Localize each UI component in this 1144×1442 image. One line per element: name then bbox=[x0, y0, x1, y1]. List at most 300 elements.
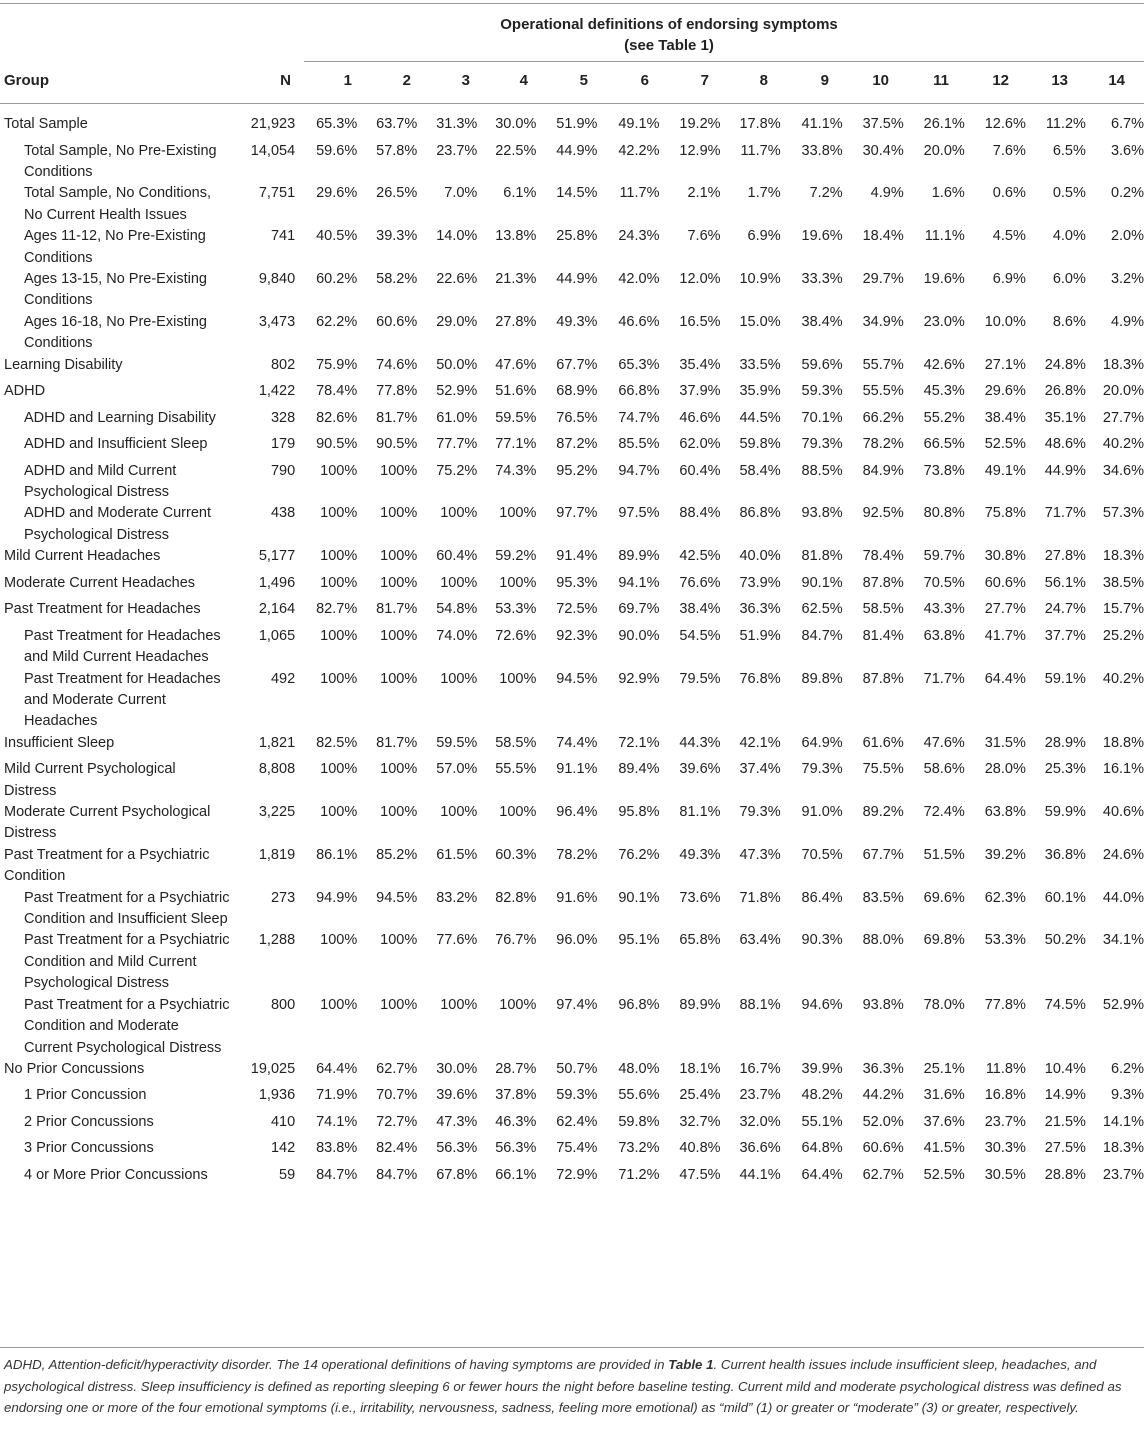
value-cell: 100% bbox=[320, 761, 358, 778]
value-cell: 100% bbox=[380, 505, 418, 522]
value-cell: 44.5% bbox=[739, 409, 781, 426]
value-cell: 37.4% bbox=[739, 761, 781, 778]
value-cell: 85.5% bbox=[618, 436, 660, 453]
value-cell: 48.2% bbox=[801, 1087, 843, 1104]
spanner-line-2: (see Table 1) bbox=[624, 37, 714, 54]
value-cell: 100% bbox=[320, 574, 358, 591]
table-row bbox=[0, 269, 1144, 312]
value-cell: 67.8% bbox=[436, 1166, 478, 1183]
table-row bbox=[0, 1085, 1144, 1112]
spanner-header bbox=[304, 14, 1034, 56]
table-row bbox=[0, 759, 1144, 802]
value-cell: 7.6% bbox=[687, 228, 721, 245]
n-cell: 3,225 bbox=[258, 804, 296, 821]
value-cell: 75.9% bbox=[316, 356, 358, 373]
value-cell: 76.8% bbox=[739, 670, 781, 687]
value-cell: 56.3% bbox=[495, 1140, 537, 1157]
group-cell: Past Treatment for a Psychiatric Condition and Mild Current Psychological Distress bbox=[24, 932, 230, 992]
value-cell: 48.0% bbox=[618, 1060, 660, 1077]
value-cell: 60.4% bbox=[436, 548, 478, 565]
value-cell: 90.1% bbox=[618, 889, 660, 906]
value-cell: 47.6% bbox=[923, 734, 965, 751]
group-cell: Ages 16-18, No Pre-Existing Conditions bbox=[24, 313, 207, 352]
value-cell: 57.0% bbox=[436, 761, 478, 778]
n-cell: 7,751 bbox=[258, 185, 296, 202]
column-header-13: 13 bbox=[1051, 72, 1068, 89]
value-cell: 11.8% bbox=[985, 1060, 1026, 1077]
value-cell: 31.6% bbox=[923, 1087, 965, 1104]
value-cell: 59.6% bbox=[316, 142, 358, 159]
value-cell: 89.9% bbox=[618, 548, 660, 565]
value-cell: 73.2% bbox=[618, 1140, 660, 1157]
value-cell: 14.9% bbox=[1044, 1087, 1086, 1104]
table-row bbox=[0, 355, 1144, 382]
value-cell: 100% bbox=[320, 462, 358, 479]
value-cell: 93.8% bbox=[862, 996, 904, 1013]
value-cell: 59.8% bbox=[618, 1113, 660, 1130]
value-cell: 28.8% bbox=[1044, 1166, 1086, 1183]
value-cell: 20.0% bbox=[923, 142, 965, 159]
table-row bbox=[0, 845, 1144, 888]
value-cell: 20.0% bbox=[1102, 383, 1144, 400]
group-column-header: Group bbox=[4, 72, 49, 89]
value-cell: 18.3% bbox=[1102, 548, 1144, 565]
value-cell: 58.5% bbox=[862, 601, 904, 618]
value-cell: 81.1% bbox=[679, 804, 721, 821]
value-cell: 76.5% bbox=[556, 409, 598, 426]
value-cell: 77.8% bbox=[984, 996, 1026, 1013]
value-cell: 100% bbox=[499, 505, 537, 522]
value-cell: 60.6% bbox=[984, 574, 1026, 591]
value-cell: 90.3% bbox=[801, 932, 843, 949]
value-cell: 81.7% bbox=[376, 409, 418, 426]
value-cell: 22.5% bbox=[495, 142, 537, 159]
value-cell: 86.4% bbox=[801, 889, 843, 906]
value-cell: 91.0% bbox=[801, 804, 843, 821]
value-cell: 88.5% bbox=[801, 462, 843, 479]
value-cell: 77.7% bbox=[436, 436, 478, 453]
value-cell: 29.7% bbox=[862, 270, 904, 287]
value-cell: 100% bbox=[320, 804, 358, 821]
value-cell: 73.9% bbox=[739, 574, 781, 591]
value-cell: 100% bbox=[499, 804, 537, 821]
value-cell: 55.5% bbox=[495, 761, 537, 778]
bottom-rule bbox=[0, 1347, 1144, 1348]
column-header-8: 8 bbox=[759, 72, 768, 89]
value-cell: 46.6% bbox=[679, 409, 721, 426]
value-cell: 49.1% bbox=[618, 116, 660, 132]
value-cell: 28.7% bbox=[495, 1060, 537, 1077]
value-cell: 15.7% bbox=[1102, 601, 1144, 618]
header-rule bbox=[0, 103, 1144, 104]
value-cell: 66.8% bbox=[618, 383, 660, 400]
value-cell: 52.9% bbox=[436, 383, 478, 400]
value-cell: 59.3% bbox=[556, 1087, 598, 1104]
value-cell: 11.2% bbox=[1045, 116, 1086, 132]
n-cell: 179 bbox=[270, 436, 296, 453]
value-cell: 72.5% bbox=[556, 601, 598, 618]
n-cell: 19,025 bbox=[250, 1060, 296, 1077]
group-cell: Total Sample, No Pre-Existing Conditions bbox=[24, 142, 217, 180]
column-header-11: 11 bbox=[933, 72, 949, 89]
value-cell: 35.1% bbox=[1044, 409, 1086, 426]
value-cell: 12.6% bbox=[984, 116, 1026, 132]
value-cell: 69.6% bbox=[923, 889, 965, 906]
value-cell: 95.3% bbox=[556, 574, 598, 591]
value-cell: 96.4% bbox=[556, 804, 598, 821]
value-cell: 100% bbox=[380, 574, 418, 591]
value-cell: 67.7% bbox=[862, 846, 904, 863]
value-cell: 82.8% bbox=[495, 889, 537, 906]
value-cell: 44.2% bbox=[862, 1087, 904, 1104]
value-cell: 36.8% bbox=[1044, 846, 1086, 863]
value-cell: 27.8% bbox=[495, 313, 537, 330]
value-cell: 72.6% bbox=[495, 627, 537, 644]
value-cell: 52.0% bbox=[862, 1113, 904, 1130]
value-cell: 96.8% bbox=[618, 996, 660, 1013]
value-cell: 44.9% bbox=[1044, 462, 1086, 479]
value-cell: 15.0% bbox=[739, 313, 781, 330]
value-cell: 93.8% bbox=[801, 505, 843, 522]
group-cell: 3 Prior Concussions bbox=[24, 1140, 154, 1157]
value-cell: 100% bbox=[380, 996, 418, 1013]
value-cell: 23.7% bbox=[984, 1113, 1026, 1130]
value-cell: 50.0% bbox=[436, 356, 478, 373]
value-cell: 40.2% bbox=[1102, 436, 1144, 453]
value-cell: 66.1% bbox=[495, 1166, 537, 1183]
value-cell: 71.2% bbox=[618, 1166, 660, 1183]
value-cell: 89.4% bbox=[618, 761, 660, 778]
value-cell: 100% bbox=[440, 505, 478, 522]
value-cell: 23.7% bbox=[1102, 1166, 1144, 1183]
group-cell: Learning Disability bbox=[4, 356, 123, 373]
value-cell: 86.1% bbox=[316, 846, 358, 863]
n-cell: 741 bbox=[270, 228, 296, 245]
value-cell: 0.6% bbox=[992, 185, 1026, 202]
value-cell: 52.9% bbox=[1102, 996, 1144, 1013]
value-cell: 37.8% bbox=[495, 1087, 537, 1104]
value-cell: 55.5% bbox=[862, 383, 904, 400]
value-cell: 77.8% bbox=[376, 383, 418, 400]
value-cell: 19.2% bbox=[679, 116, 721, 132]
value-cell: 4.0% bbox=[1052, 228, 1086, 245]
value-cell: 62.5% bbox=[801, 601, 843, 618]
group-cell: Mild Current Psychological Distress bbox=[4, 761, 176, 799]
value-cell: 59.5% bbox=[436, 734, 478, 751]
value-cell: 25.3% bbox=[1044, 761, 1086, 778]
value-cell: 24.6% bbox=[1102, 846, 1144, 863]
value-cell: 75.5% bbox=[862, 761, 904, 778]
value-cell: 7.0% bbox=[444, 185, 478, 202]
value-cell: 0.2% bbox=[1110, 185, 1144, 202]
value-cell: 95.8% bbox=[618, 804, 660, 821]
n-cell: 3,473 bbox=[258, 313, 296, 330]
value-cell: 32.7% bbox=[679, 1113, 721, 1130]
value-cell: 51.5% bbox=[923, 846, 965, 863]
value-cell: 16.5% bbox=[679, 313, 721, 330]
table-row bbox=[0, 434, 1144, 461]
value-cell: 31.3% bbox=[436, 116, 478, 132]
value-cell: 36.3% bbox=[739, 601, 781, 618]
value-cell: 80.8% bbox=[923, 505, 965, 522]
value-cell: 97.5% bbox=[618, 505, 660, 522]
value-cell: 76.7% bbox=[495, 932, 537, 949]
value-cell: 69.7% bbox=[618, 601, 660, 618]
value-cell: 91.1% bbox=[556, 761, 598, 778]
value-cell: 56.3% bbox=[436, 1140, 478, 1157]
value-cell: 91.4% bbox=[556, 548, 598, 565]
column-header-1: 1 bbox=[343, 72, 352, 89]
value-cell: 34.9% bbox=[862, 313, 904, 330]
value-cell: 49.3% bbox=[556, 313, 598, 330]
value-cell: 71.9% bbox=[316, 1087, 358, 1104]
footnote-table-ref: Table 1 bbox=[668, 1357, 714, 1372]
value-cell: 94.5% bbox=[376, 889, 418, 906]
value-cell: 36.3% bbox=[862, 1060, 904, 1077]
value-cell: 30.0% bbox=[436, 1060, 478, 1077]
value-cell: 41.7% bbox=[984, 627, 1026, 644]
column-header-9: 9 bbox=[820, 72, 829, 89]
value-cell: 64.8% bbox=[801, 1140, 843, 1157]
value-cell: 10.9% bbox=[739, 270, 781, 287]
value-cell: 94.6% bbox=[801, 996, 843, 1013]
column-header-7: 7 bbox=[700, 72, 709, 89]
value-cell: 44.3% bbox=[679, 734, 721, 751]
value-cell: 69.8% bbox=[923, 932, 965, 949]
value-cell: 27.7% bbox=[1102, 409, 1144, 426]
value-cell: 14.1% bbox=[1102, 1113, 1144, 1130]
value-cell: 50.7% bbox=[556, 1060, 598, 1077]
value-cell: 74.0% bbox=[436, 627, 478, 644]
value-cell: 48.6% bbox=[1044, 436, 1086, 453]
value-cell: 17.8% bbox=[739, 116, 781, 132]
column-header-4: 4 bbox=[519, 72, 528, 89]
value-cell: 21.5% bbox=[1044, 1113, 1086, 1130]
table-row bbox=[0, 312, 1144, 355]
column-header-14: 14 bbox=[1108, 72, 1125, 89]
value-cell: 87.8% bbox=[862, 670, 904, 687]
value-cell: 78.2% bbox=[556, 846, 598, 863]
value-cell: 43.3% bbox=[923, 601, 965, 618]
value-cell: 75.8% bbox=[984, 505, 1026, 522]
value-cell: 100% bbox=[380, 932, 418, 949]
value-cell: 18.1% bbox=[679, 1060, 721, 1077]
value-cell: 53.3% bbox=[984, 932, 1026, 949]
value-cell: 70.5% bbox=[801, 846, 843, 863]
value-cell: 40.8% bbox=[679, 1140, 721, 1157]
column-header-6: 6 bbox=[640, 72, 649, 89]
value-cell: 30.0% bbox=[495, 116, 537, 132]
value-cell: 30.3% bbox=[984, 1140, 1026, 1157]
value-cell: 39.6% bbox=[436, 1087, 478, 1104]
footnote-text-1: ADHD, Attention-deficit/hyperactivity disorder. The 14 operational definitions of having symptoms are provided in bbox=[4, 1357, 669, 1372]
value-cell: 29.6% bbox=[984, 383, 1026, 400]
n-cell: 1,819 bbox=[258, 846, 296, 863]
footnote-text-2: . Current health issues include insufficient sleep, headaches, and psychological distress. Sleep insufficiency is defined as reporting sleeping 6 or fewer hours the night before baseline testing. Current mild and moderate psychological distress was defined as endorsing one or more of the four emotional symptoms (i.e., irritability, nervousness, sadness, feeling more emotional) as “mild” (1) or greater or “moderate” (3) or greater, respectively. bbox=[4, 1357, 1122, 1416]
value-cell: 39.3% bbox=[376, 228, 418, 245]
data-table bbox=[0, 114, 1144, 1191]
value-cell: 87.2% bbox=[556, 436, 598, 453]
value-cell: 6.5% bbox=[1052, 142, 1086, 159]
value-cell: 65.8% bbox=[679, 932, 721, 949]
value-cell: 11.1% bbox=[924, 228, 965, 245]
value-cell: 18.3% bbox=[1102, 356, 1144, 373]
value-cell: 74.1% bbox=[316, 1113, 358, 1130]
value-cell: 100% bbox=[380, 462, 418, 479]
n-cell: 1,496 bbox=[258, 574, 296, 591]
value-cell: 22.6% bbox=[436, 270, 478, 287]
value-cell: 82.7% bbox=[316, 601, 358, 618]
table-row bbox=[0, 626, 1144, 669]
value-cell: 58.6% bbox=[923, 761, 965, 778]
value-cell: 94.5% bbox=[556, 670, 598, 687]
value-cell: 60.3% bbox=[495, 846, 537, 863]
group-cell: Past Treatment for a Psychiatric Condition bbox=[4, 846, 210, 885]
value-cell: 18.4% bbox=[862, 228, 904, 245]
value-cell: 37.5% bbox=[862, 116, 904, 132]
value-cell: 38.5% bbox=[1102, 574, 1144, 591]
value-cell: 55.1% bbox=[801, 1113, 843, 1130]
value-cell: 24.8% bbox=[1044, 356, 1086, 373]
value-cell: 87.8% bbox=[862, 574, 904, 591]
value-cell: 33.8% bbox=[801, 142, 843, 159]
value-cell: 27.7% bbox=[984, 601, 1026, 618]
value-cell: 60.4% bbox=[679, 462, 721, 479]
value-cell: 94.7% bbox=[618, 462, 660, 479]
value-cell: 71.7% bbox=[1044, 505, 1086, 522]
value-cell: 85.2% bbox=[376, 846, 418, 863]
value-cell: 78.4% bbox=[862, 548, 904, 565]
n-cell: 1,936 bbox=[258, 1087, 296, 1104]
value-cell: 29.0% bbox=[436, 313, 478, 330]
value-cell: 100% bbox=[499, 574, 537, 591]
value-cell: 28.9% bbox=[1044, 734, 1086, 751]
table-row bbox=[0, 408, 1144, 435]
value-cell: 59.5% bbox=[495, 409, 537, 426]
value-cell: 60.1% bbox=[1044, 889, 1086, 906]
value-cell: 63.8% bbox=[984, 804, 1026, 821]
value-cell: 2.0% bbox=[1110, 228, 1144, 245]
value-cell: 44.9% bbox=[556, 270, 598, 287]
table-row bbox=[0, 599, 1144, 626]
value-cell: 2.1% bbox=[687, 185, 721, 202]
value-cell: 97.4% bbox=[556, 996, 598, 1013]
table-row bbox=[0, 1138, 1144, 1165]
value-cell: 37.6% bbox=[923, 1113, 965, 1130]
column-header-3: 3 bbox=[461, 72, 470, 89]
group-cell: ADHD and Learning Disability bbox=[24, 409, 216, 426]
value-cell: 6.1% bbox=[503, 185, 537, 202]
column-header-5: 5 bbox=[579, 72, 588, 89]
group-cell: Mild Current Headaches bbox=[4, 548, 161, 565]
value-cell: 37.9% bbox=[679, 383, 721, 400]
value-cell: 74.3% bbox=[495, 462, 537, 479]
value-cell: 47.3% bbox=[739, 846, 781, 863]
value-cell: 27.5% bbox=[1044, 1140, 1086, 1157]
table-row bbox=[0, 114, 1144, 141]
value-cell: 9.3% bbox=[1110, 1087, 1144, 1104]
value-cell: 33.5% bbox=[739, 356, 781, 373]
n-cell: 800 bbox=[270, 996, 296, 1013]
value-cell: 97.7% bbox=[556, 505, 598, 522]
value-cell: 26.1% bbox=[923, 116, 965, 132]
group-cell: 4 or More Prior Concussions bbox=[24, 1166, 208, 1183]
value-cell: 81.7% bbox=[376, 734, 418, 751]
value-cell: 47.3% bbox=[436, 1113, 478, 1130]
value-cell: 23.7% bbox=[436, 142, 478, 159]
table-body bbox=[0, 114, 1144, 1191]
value-cell: 38.4% bbox=[801, 313, 843, 330]
n-cell: 438 bbox=[270, 505, 296, 522]
value-cell: 72.1% bbox=[618, 734, 660, 751]
value-cell: 40.0% bbox=[739, 548, 781, 565]
value-cell: 95.1% bbox=[618, 932, 660, 949]
value-cell: 47.6% bbox=[495, 356, 537, 373]
value-cell: 100% bbox=[320, 996, 358, 1013]
value-cell: 66.2% bbox=[862, 409, 904, 426]
value-cell: 100% bbox=[320, 627, 358, 644]
value-cell: 59.1% bbox=[1044, 670, 1086, 687]
value-cell: 92.5% bbox=[862, 505, 904, 522]
value-cell: 40.2% bbox=[1102, 670, 1144, 687]
value-cell: 18.8% bbox=[1102, 734, 1144, 751]
value-cell: 40.5% bbox=[316, 228, 358, 245]
value-cell: 95.2% bbox=[556, 462, 598, 479]
value-cell: 59.9% bbox=[1044, 804, 1086, 821]
table-footnote bbox=[4, 1354, 1140, 1419]
value-cell: 100% bbox=[440, 670, 478, 687]
value-cell: 73.6% bbox=[679, 889, 721, 906]
group-cell: Total Sample, No Conditions, No Current Health Issues bbox=[24, 185, 211, 223]
value-cell: 60.6% bbox=[862, 1140, 904, 1157]
value-cell: 70.1% bbox=[801, 409, 843, 426]
value-cell: 74.4% bbox=[556, 734, 598, 751]
value-cell: 16.1% bbox=[1102, 761, 1144, 778]
value-cell: 51.9% bbox=[739, 627, 781, 644]
value-cell: 100% bbox=[499, 996, 537, 1013]
value-cell: 64.4% bbox=[316, 1060, 358, 1077]
value-cell: 79.3% bbox=[801, 436, 843, 453]
table-row bbox=[0, 802, 1144, 845]
value-cell: 16.7% bbox=[739, 1060, 781, 1077]
n-cell: 492 bbox=[270, 670, 296, 687]
value-cell: 10.4% bbox=[1044, 1060, 1086, 1077]
value-cell: 27.8% bbox=[1044, 548, 1086, 565]
value-cell: 76.2% bbox=[618, 846, 660, 863]
value-cell: 0.5% bbox=[1052, 185, 1086, 202]
value-cell: 30.4% bbox=[862, 142, 904, 159]
value-cell: 91.6% bbox=[556, 889, 598, 906]
value-cell: 83.8% bbox=[316, 1140, 358, 1157]
value-cell: 26.8% bbox=[1044, 383, 1086, 400]
value-cell: 100% bbox=[440, 574, 478, 591]
value-cell: 25.8% bbox=[556, 228, 598, 245]
value-cell: 34.1% bbox=[1102, 932, 1144, 949]
table-row bbox=[0, 1059, 1144, 1086]
value-cell: 7.2% bbox=[809, 185, 843, 202]
value-cell: 61.5% bbox=[436, 846, 478, 863]
table-row bbox=[0, 503, 1144, 546]
value-cell: 100% bbox=[499, 670, 537, 687]
value-cell: 54.8% bbox=[436, 601, 478, 618]
value-cell: 64.9% bbox=[801, 734, 843, 751]
value-cell: 58.5% bbox=[495, 734, 537, 751]
n-column-header: N bbox=[280, 72, 291, 89]
value-cell: 82.5% bbox=[316, 734, 358, 751]
value-cell: 92.9% bbox=[618, 670, 660, 687]
value-cell: 11.7% bbox=[619, 185, 660, 202]
spanner-line-1: Operational definitions of endorsing symptoms bbox=[500, 16, 838, 33]
